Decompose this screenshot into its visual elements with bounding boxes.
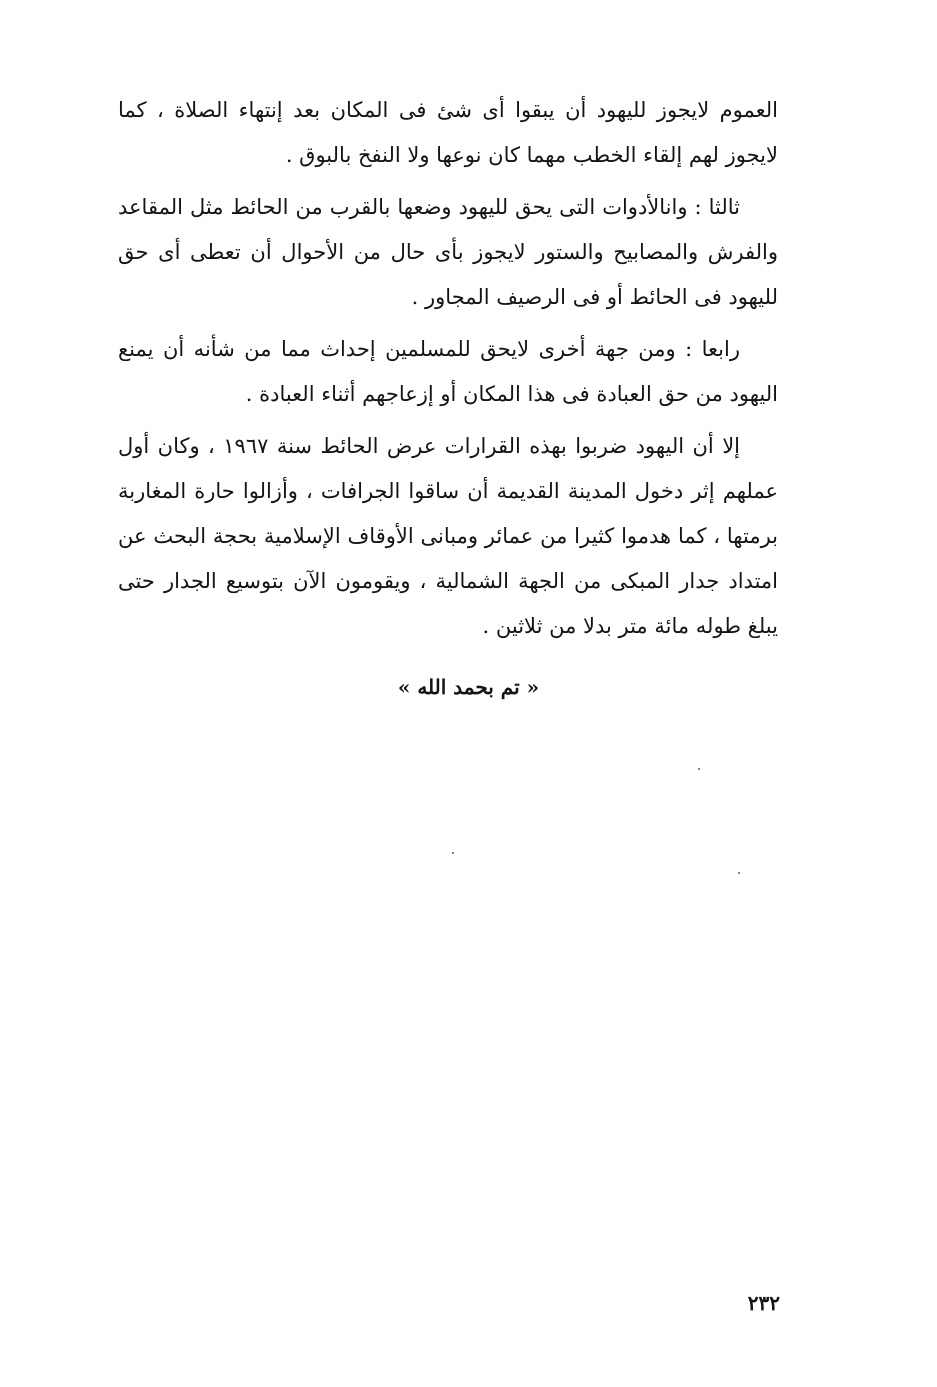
paragraph-conclusion: إلا أن اليهود ضربوا بهذه القرارات عرض الحائط سنة ١٩٦٧ ، وكان أول عملهم إثر دخول المدينة القديمة أن ساقوا الجرافات ، وأزالوا حارة المغاربة برمتها ، كما هدموا كثيرا من عمائر ومبانى الأوقاف الإسلامية بحجة البحث عن امتداد جدار المبكى من الجهة الشمالية ، ويقومون الآن بتوسيع الجدار حتى يبلغ طوله مائة متر بدلا من ثلاثين . [118,434,778,638]
scan-speck [698,768,700,770]
scan-speck [738,872,740,874]
page-number: ٢٣٢ [747,1291,780,1315]
body-text [118,88,778,656]
scan-speck [452,852,454,854]
paragraph-continuation: العموم لايجوز لليهود أن يبقوا أى شئ فى المكان بعد إنتهاء الصلاة ، كما لايجوز لهم إلقاء الخطب مهما كان نوعها ولا النفخ بالبوق . [118,98,778,167]
paragraph-third-point: ثالثا : وانالأدوات التى يحق لليهود وضعها بالقرب من الحائط مثل المقاعد والفرش والمصابيح والستور لايجوز بأى حال من الأحوال أن تعطى أى حق لليهود فى الحائط أو فى الرصيف المجاور . [118,195,778,309]
closing-phrase: « تم بحمد الله » [397,675,540,699]
paragraph-fourth-point: رابعا : ومن جهة أخرى لايحق للمسلمين إحداث مما من شأنه أن يمنع اليهود من حق العبادة فى هذا المكان أو إزعاجهم أثناء العبادة . [118,337,778,406]
